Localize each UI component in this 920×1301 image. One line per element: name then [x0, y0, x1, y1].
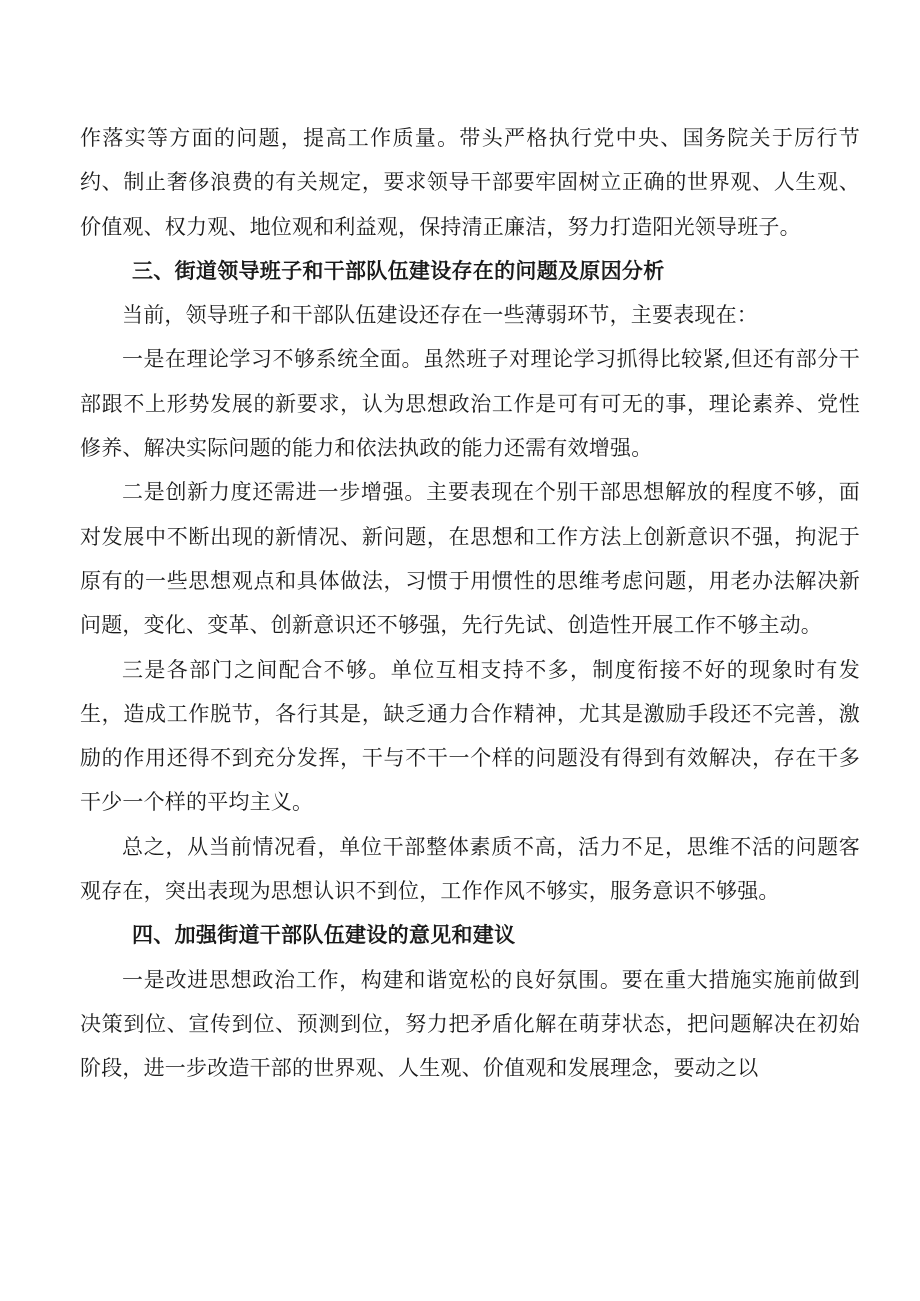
section-heading-3: 三、街道领导班子和干部队伍建设存在的问题及原因分析	[132, 258, 665, 283]
section-heading-4: 四、加强街道干部队伍建设的意见和建议	[132, 923, 516, 948]
paragraph-point-1: 一是在理论学习不够系统全面。虽然班子对理论学习抓得比较紧,但还有部分干部跟不上形势发展的新要求，认为思想政治工作是可有可无的事，理论素养、党性修养、解决实际问题的能力和依法执政的能力还需有效增强。	[80, 347, 860, 461]
paragraph-continuation: 作落实等方面的问题，提高工作质量。带头严格执行党中央、国务院关于厉行节约、制止奢侈浪费的有关规定，要求领导干部要牢固树立正确的世界观、人生观、价值观、权力观、地位观和利益观，保持清正廉洁，努力打造阳光领导班子。	[80, 126, 860, 239]
paragraph-suggestion-1: 一是改进思想政治工作，构建和谐宽松的良好氛围。要在重大措施实施前做到决策到位、宣传到位、预测到位，努力把矛盾化解在萌芽状态，把问题解决在初始阶段，进一步改造干部的世界观、人生观、价值观和发展理念，要动之以	[80, 967, 860, 1081]
paragraph-intro: 当前，领导班子和干部队伍建设还存在一些薄弱环节，主要表现在：	[122, 303, 758, 328]
paragraph-point-2: 二是创新力度还需进一步增强。主要表现在个别干部思想解放的程度不够，面对发展中不断出现的新情况、新问题，在思想和工作方法上创新意识不强，拘泥于原有的一些思想观点和具体做法，习惯于用惯性的思维考虑问题，用老办法解决新问题，变化、变革、创新意识还不够强，先行先试、创造性开展工作不够主动。	[80, 480, 860, 638]
document-page	[80, 116, 860, 1091]
paragraph-point-3: 三是各部门之间配合不够。单位互相支持不多，制度衔接不好的现象时有发生，造成工作脱节，各行其是，缺乏通力合作精神，尤其是激励手段还不完善，激励的作用还得不到充分发挥，干与不干一个样的问题没有得到有效解决，存在干多干少一个样的平均主义。	[80, 657, 860, 815]
paragraph-summary: 总之，从当前情况看，单位干部整体素质不高，活力不足，思维不活的问题客观存在，突出表现为思想认识不到位，工作作风不够实，服务意识不够强。	[80, 834, 860, 904]
